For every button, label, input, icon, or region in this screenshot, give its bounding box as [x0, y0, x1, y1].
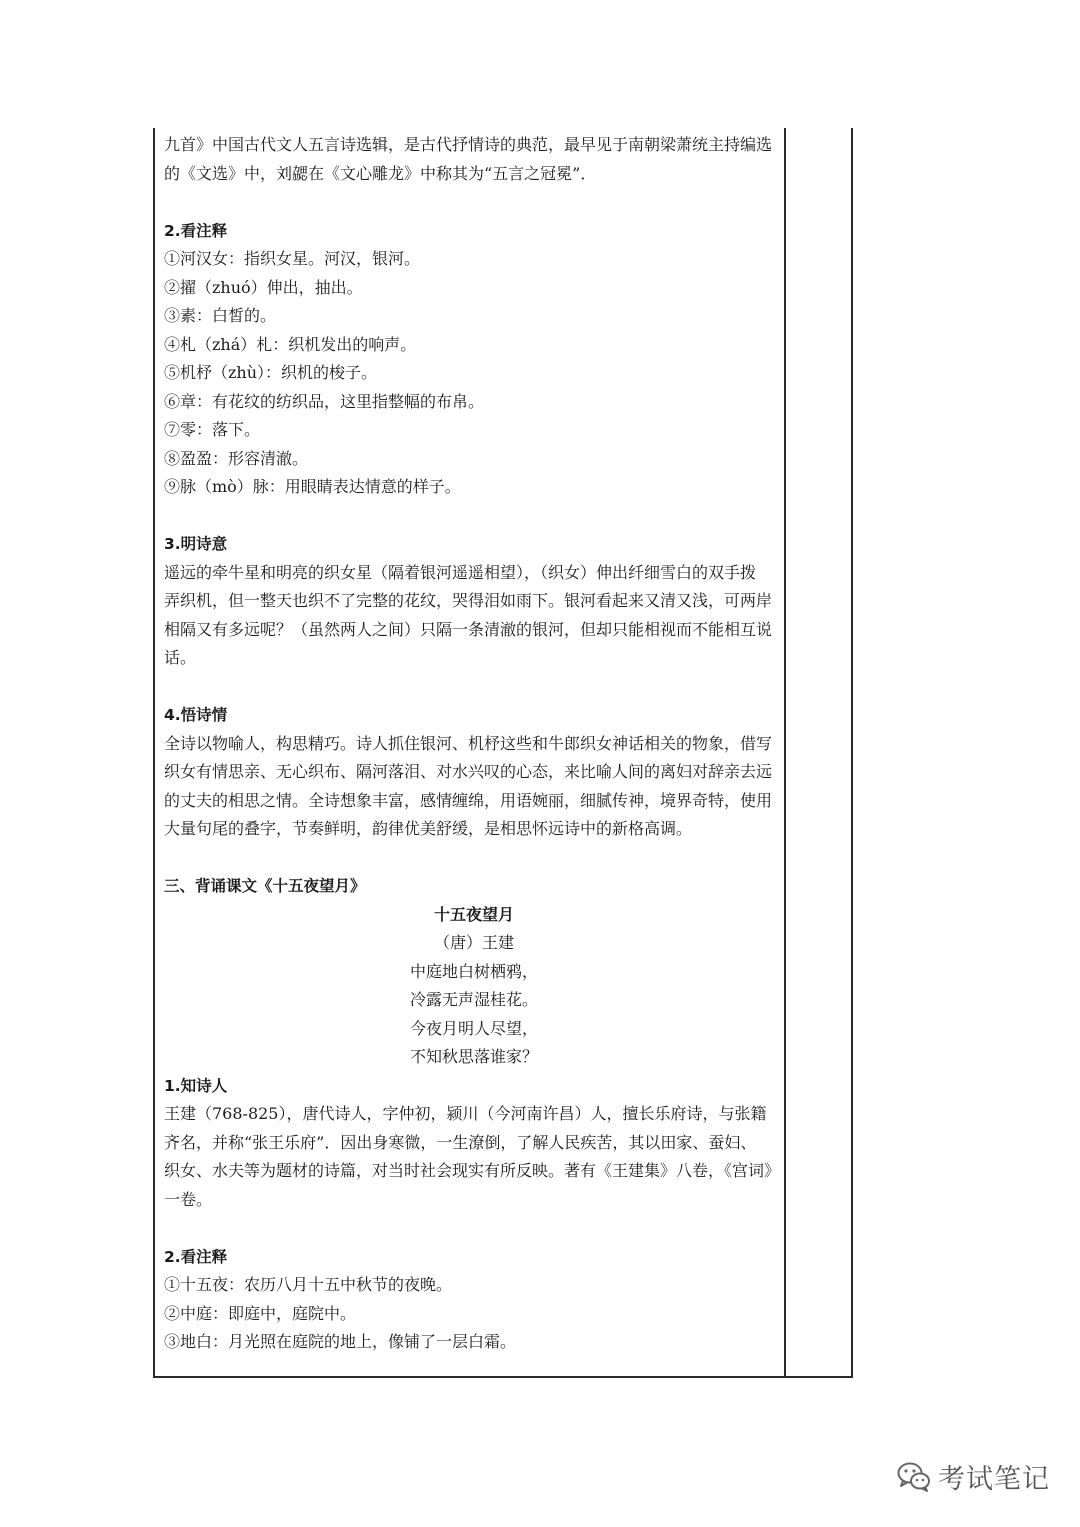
poem-line: 冷露无声湿桂花。	[409, 990, 538, 1009]
note-item: ③地白：月光照在庭院的地上，像铺了一层白霜。	[164, 1332, 517, 1351]
poem-title: 十五夜望月	[433, 904, 514, 924]
section3	[164, 872, 784, 1072]
text-line: 织女有情思亲、无心织布、隔河落泪、对水兴叹的心态，来比喻人间的离妇对辞亲去远	[164, 762, 773, 781]
poet-section	[164, 1072, 784, 1215]
note-item: ④札（zhá）札：织机发出的响声。	[164, 334, 417, 354]
section-heading: 3.明诗意	[164, 535, 228, 553]
poem-author: （唐）王建	[433, 933, 514, 952]
section-heading: 4.悟诗情	[164, 706, 228, 724]
text-line: 相隔又有多远呢？（虽然两人之间）只隔一条清澈的银河，但却只能相视而不能相互说	[164, 619, 773, 639]
text-line: 大量句尾的叠字，节奏鲜明，韵律优美舒缓，是相思怀远诗中的新格高调。	[164, 819, 693, 838]
poem-line: 中庭地白树栖鸦，	[409, 961, 538, 981]
section2-intro	[164, 131, 784, 188]
text-line: 遥远的牵牛星和明亮的织女星（隔着银河遥遥相望），（织女）伸出纤细雪白的双手拨	[164, 562, 757, 582]
wechat-icon	[896, 1460, 932, 1494]
note-item: ⑨脉（mò）脉：用眼睛表达情意的样子。	[164, 477, 461, 496]
text-line: 九首》中国古代文人五言诗选辑，是古代抒情诗的典范，最早见于南朝梁萧统主持编选	[164, 135, 773, 154]
meaning-section	[164, 530, 784, 673]
section-heading: 2.看注释	[164, 221, 228, 240]
feeling-section	[164, 701, 784, 844]
text-line: 齐名，并称“张王乐府”．因出身寒微，一生潦倒，了解人民疾苦，其以田家、蚕妇、	[164, 1132, 757, 1152]
poem-line: 不知秋思落谁家？	[409, 1047, 538, 1066]
section-heading: 三、背诵课文《十五夜望月》	[164, 877, 366, 895]
notes-section-2	[164, 1243, 784, 1357]
table-column-divider	[784, 128, 786, 1377]
notes-section-1	[164, 217, 784, 502]
poem-line: 今夜月明人尽望，	[409, 1018, 538, 1038]
section-heading: 2.看注释	[164, 1247, 228, 1266]
text-line: 的《文选》中，刘勰在《文心雕龙》中称其为“五言之冠冕”．	[164, 163, 597, 183]
text-line: 一卷。	[164, 1189, 213, 1209]
section-heading: 1.知诗人	[164, 1076, 228, 1095]
note-item: ②中庭：即庭中，庭院中。	[164, 1303, 357, 1323]
note-item: ⑧盈盈：形容清澈。	[164, 448, 309, 468]
watermark	[896, 1457, 1050, 1496]
text-line: 话。	[164, 648, 197, 667]
note-item: ②擢（zhuó）伸出，抽出。	[164, 277, 363, 297]
text-line: 王建（768-825），唐代诗人，字仲初，颍川（今河南许昌）人，擅长乐府诗，与张籍	[164, 1104, 767, 1123]
note-item: ⑦零：落下。	[164, 420, 261, 439]
note-item: ①十五夜：农历八月十五中秋节的夜晚。	[164, 1275, 453, 1294]
poem-block	[164, 901, 784, 1072]
note-item: ⑤机杼（zhù）：织机的梭子。	[164, 363, 378, 382]
document-content	[164, 131, 784, 1357]
text-line: 织女、水夫等为题材的诗篇，对当时社会现实有所反映。著有《王建集》八卷，《宫词》	[164, 1161, 781, 1180]
text-line: 弄织机，但一整天也织不了完整的花纹，哭得泪如雨下。银河看起来又清又浅，可两岸	[164, 591, 773, 610]
text-line: 全诗以物喻人，构思精巧。诗人抓住银河、机杼这些和牛郎织女神话相关的物象，借写	[164, 733, 773, 753]
watermark-text: 考试笔记	[938, 1464, 1050, 1495]
note-item: ⑥章：有花纹的纺织品，这里指整幅的布帛。	[164, 391, 485, 411]
note-item: ①河汉女：指织女星。河汉，银河。	[164, 249, 421, 268]
note-item: ③素：白皙的。	[164, 306, 277, 325]
text-line: 的丈夫的相思之情。全诗想象丰富，感情缠绵，用语婉丽，细腻传神，境界奇特，使用	[164, 790, 773, 810]
